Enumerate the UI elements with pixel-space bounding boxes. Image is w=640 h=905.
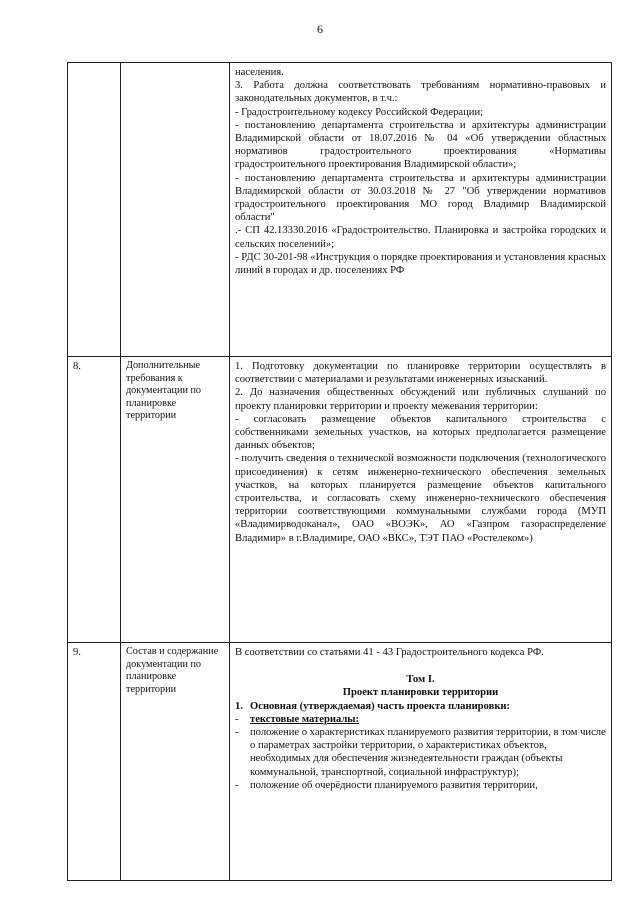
section-heading (235, 700, 606, 713)
paragraph: - согласовать размещение объектов капитального строительства с собственниками земельных участков, на которых предполагается размещение данных объектов; (235, 413, 606, 452)
list-marker: - (235, 713, 239, 725)
paragraph: 3. Работа должна соответствовать требованиям нормативно-правовых и законодательных документов, в т.ч.: (235, 80, 606, 105)
list-marker: - (235, 727, 239, 739)
table-row (68, 643, 612, 881)
paragraph: .- СП 42.13330.2016 «Градостроительство. Планировка и застройка городских и сельских поселений»; (235, 225, 606, 250)
row-content (230, 63, 612, 357)
row-content (230, 643, 612, 881)
paragraph: 2. До назначения общественных обсуждений или публичных слушаний по проекту планировки территории и проекту межевания территории: (235, 387, 606, 412)
section-marker: 1. (235, 700, 243, 712)
list-item (235, 779, 606, 792)
section-title: Основная (утверждаемая) часть проекта планировки: (250, 700, 511, 712)
paragraph: 1. Подготовку документации по планировке территории осуществлять в соответствии с материалами и результатами инженерных изысканий. (235, 361, 606, 386)
volume-label: Том I. (406, 674, 435, 686)
intro-text: В соответствии со статьями 41 - 43 Градостроительного кодекса РФ. (235, 647, 544, 658)
row-content (230, 357, 612, 643)
row-number: 9. (68, 643, 121, 881)
table-row (68, 357, 612, 643)
row-number (68, 63, 121, 357)
paragraph: - РДС 30-201-98 «Инструкция о порядке проектирования и установления красных линий в городах и др. поселениях РФ (235, 251, 606, 277)
spacer (235, 659, 606, 673)
list-text: положение об очерёдности планируемого развития территории, (250, 779, 538, 791)
list-text: текстовые материалы: (250, 713, 360, 725)
row-number: 8. (68, 357, 121, 643)
table-row (68, 63, 612, 357)
paragraph: - получить сведения о технической возможности подключения (технологического присоединения) к сетям инженерно-технического обеспечения земельных участков, на которых планируется размещение объектов капитального строительства, и согласовать схему инженерно-технического обеспечения территории соответствующими коммунальными службами города (МУП «Владимирводоканал», ОАО «ВОЭК», АО «Газпром газораспределение Владимир» в г.Владимире, ОАО «ВКС», ТЭТ ПАО «Ростелеком») (235, 453, 606, 544)
volume-title: Проект планировки территории (342, 687, 499, 699)
list-marker: - (235, 779, 239, 791)
row-category (121, 63, 230, 357)
paragraph: населения. (235, 67, 284, 78)
paragraph: - постановлению департамента строительства и архитектуры администрации Владимирской области от 18.07.2016 № 04 «Об утверждении областных нормативов градостроительного проектирования «Нормативы градостроительного проектирования Владимирской области»; (235, 119, 606, 171)
requirements-table (67, 62, 612, 881)
page-number: 6 (317, 22, 323, 36)
row-category: Дополнительные требования к документации по планировке территории (121, 357, 230, 643)
list-item (235, 713, 606, 726)
row-category: Состав и содержание документации по планировке территории (121, 643, 230, 881)
paragraph: - Градостроительному кодексу Российской Федерации; (235, 106, 484, 118)
list-item (235, 726, 606, 779)
list-text: положение о характеристиках планируемого развития территории, в том числе о параметрах застройки территории, о характеристиках объектов, необходимых для обеспечения жизнедеятельности граждан (объекты коммунальной, транспортной, социальной инфраструктур); (250, 727, 606, 778)
paragraph: - постановлению департамента строительства и архитектуры администрации Владимирской области от 30.03.2018 № 27 "Об утверждении нормативов градостроительного проектирования МО город Владимир Владимирской области" (235, 172, 606, 224)
